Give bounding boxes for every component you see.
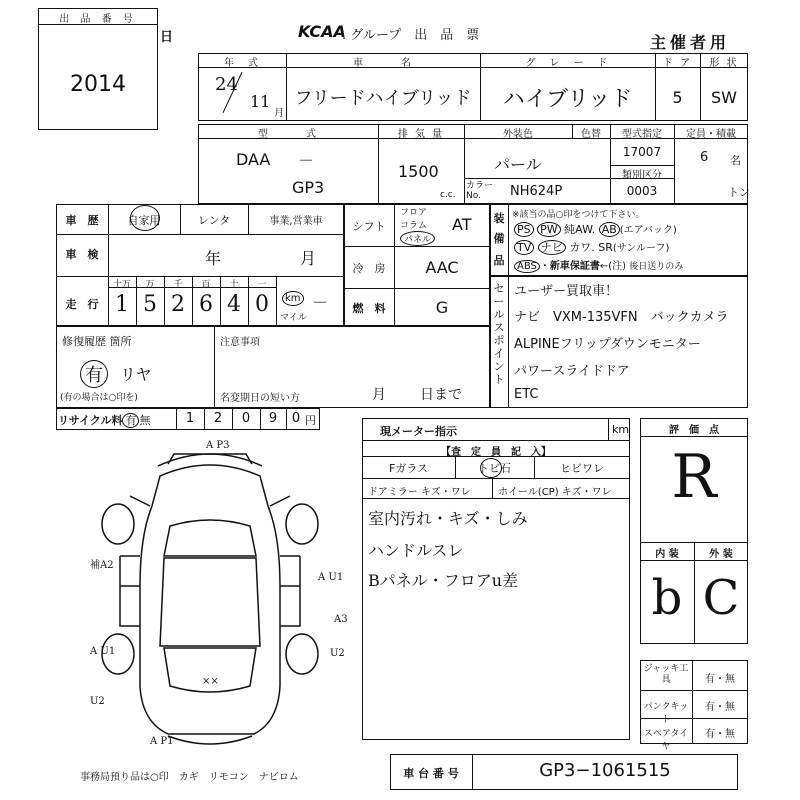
- color-no: NH624P: [510, 184, 563, 199]
- history-business: 事業,営業車: [269, 216, 323, 227]
- lot-label: 出 品 番 号: [59, 14, 137, 25]
- caution-label: 注意事項: [220, 337, 260, 348]
- glass-label: Fガラス: [389, 462, 428, 475]
- repair-label: 修復履歴 箇所: [62, 335, 132, 348]
- repair-sub: (有の場合は○印を): [60, 393, 138, 403]
- recycle-digit-0: 1: [185, 411, 195, 426]
- grade-label: グ レ ー ド: [525, 58, 610, 69]
- mileage-mile: マイル: [280, 313, 307, 323]
- model-value: GP3: [292, 178, 325, 197]
- mark-left-rear: U2: [90, 696, 105, 707]
- mileage-digit-2: 2: [171, 292, 185, 317]
- spare-label: スペアタイヤ: [643, 729, 689, 752]
- recycle-label-row: リサイクル料 有 無: [58, 414, 151, 427]
- mileage-digit-1: 5: [143, 292, 157, 317]
- mileage-km: km: [282, 291, 304, 306]
- grade-value: ハイブリッド: [502, 87, 633, 112]
- shift-value: AT: [452, 215, 472, 234]
- cap-value: 6: [700, 150, 709, 165]
- exterior-label: 外 装: [709, 549, 733, 560]
- fuel-label: 燃 料: [352, 302, 386, 315]
- car-name: フリードハイブリッド: [294, 88, 472, 109]
- color-value: パール: [494, 155, 542, 174]
- month-unit: 月: [274, 108, 284, 119]
- equip-row3: ABS ・新車保証書←(注) 後日送りのみ: [514, 257, 683, 272]
- color-label: 外装色: [503, 129, 533, 140]
- mark-right-mid: A3: [334, 614, 348, 625]
- lot-day-char: 日: [160, 30, 174, 45]
- history-rental: レンタ: [197, 214, 231, 227]
- lot-number-box: [38, 8, 158, 130]
- logo: KCAA: [298, 22, 346, 41]
- mileage-label: 走 行: [65, 298, 99, 311]
- spare-value: 有・無: [705, 729, 735, 740]
- sales-line-4: ETC: [514, 387, 539, 402]
- model-label: 型 式: [258, 129, 318, 140]
- ac-label: 冷 房: [352, 262, 386, 275]
- wheel-row: ホイール(CP) キズ・ワレ: [498, 487, 612, 498]
- equip-label-1: 備: [493, 232, 505, 245]
- sales-line-0: ユーザー買取車！: [514, 284, 619, 299]
- door-label: ド ア: [662, 58, 693, 69]
- shape-value: SW: [711, 88, 737, 107]
- equip-row1: PS PW 純AW. AB (エアバック): [514, 221, 677, 237]
- sponsor-label: 主催者用: [650, 33, 731, 52]
- inspector-note-0: 室内汚れ・キズ・しみ: [368, 509, 528, 528]
- inspection-label: 車 検: [65, 248, 99, 261]
- sales-line-2: ALPINEフリップダウンモニター: [514, 337, 701, 352]
- mirror-row: ドアミラー キズ・ワレ: [368, 487, 471, 498]
- mileage-suffix: －: [312, 293, 329, 312]
- year-label: 年 式: [224, 58, 260, 69]
- recycle-unit: 円: [305, 414, 316, 427]
- puncture-label: パンクキット: [643, 702, 689, 725]
- repaint-label: 色替: [581, 129, 601, 140]
- fuel-value: G: [435, 298, 449, 317]
- color-no-label: カラー No.: [466, 181, 494, 201]
- history-label: 車 歴: [65, 214, 99, 227]
- caution-short-label: 名変期日の短い方: [220, 393, 300, 404]
- mileage-digit-5: 0: [255, 292, 269, 317]
- shift-column: コラム: [400, 221, 427, 231]
- mark-left-upper: 補A2: [90, 560, 114, 571]
- inspector-label: 【査 定 員 記 入】: [441, 447, 551, 458]
- shape-label: 形 状: [709, 58, 739, 69]
- shift-panel: パネル: [400, 231, 435, 246]
- recycle-digit-1: 2: [213, 411, 223, 426]
- crack-label: ヒビワレ: [560, 462, 604, 475]
- type-label: 型式指定: [622, 129, 662, 140]
- car-diagram: [90, 436, 358, 752]
- mark-top: A P3: [206, 440, 230, 451]
- equip-note: ※該当の品○印をつけて下さい。: [512, 210, 645, 220]
- mileage-unit-1: 万: [145, 280, 155, 290]
- sheet-title: . グループ 出 品 票: [342, 28, 480, 43]
- mark-center: ××: [202, 676, 219, 687]
- name-label: 車 名: [353, 58, 413, 69]
- cap-unit: 名: [730, 154, 741, 167]
- disp-unit: c.c.: [440, 190, 456, 200]
- repair-value: 有: [80, 360, 108, 388]
- mileage-unit-2: 千: [173, 280, 183, 290]
- chassis-value: GP3−1061515: [539, 760, 671, 781]
- mileage-unit-3: 百: [201, 280, 211, 290]
- mark-left-lower: A U1: [90, 646, 116, 657]
- cap-label: 定員・積載: [686, 129, 736, 140]
- disp-value: 1500: [398, 162, 439, 181]
- inspector-note-2: Bパネル・フロアu差: [368, 571, 519, 590]
- shift-floor: フロア: [400, 208, 428, 218]
- model-prefix: DAA: [236, 150, 271, 169]
- mileage-unit-0: 十万: [112, 280, 131, 290]
- tobi-label: トビ石: [478, 462, 511, 475]
- mileage-digit-0: 1: [115, 292, 129, 317]
- recycle-digit-3: 9: [268, 411, 278, 426]
- inspection-year-unit: 年: [205, 249, 222, 268]
- class-label: 類別区分: [622, 170, 662, 181]
- recycle-digit-4: 0: [291, 411, 301, 426]
- jack-value: 有・無: [705, 674, 735, 685]
- exterior-grade: C: [702, 570, 740, 626]
- mark-bottom: A P1: [150, 736, 174, 747]
- caution-day: 日まで: [420, 387, 462, 403]
- interior-label: 内 装: [655, 549, 679, 560]
- door-value: 5: [672, 88, 683, 107]
- repair-note: リヤ: [120, 365, 152, 384]
- equip-row2: TV ナビ カワ. SR(サンルーフ): [514, 239, 669, 255]
- month-value: 11: [250, 92, 271, 111]
- year-value: 24: [215, 74, 238, 95]
- lot-number: 2014: [70, 72, 126, 97]
- mileage-unit-4: 十: [229, 280, 239, 290]
- type-value: 17007: [622, 145, 662, 159]
- chassis-label: 車 台 番 号: [403, 767, 459, 780]
- mark-right-lower: U2: [330, 648, 345, 659]
- shift-label: シフト: [352, 220, 386, 233]
- puncture-value: 有・無: [705, 702, 735, 713]
- equip-label-2: 品: [493, 254, 505, 267]
- history-own-use: 自家用: [127, 214, 161, 227]
- model-dash: －: [298, 151, 315, 170]
- class-value: 0003: [626, 184, 658, 198]
- meter-label: 現メーター指示: [380, 425, 457, 438]
- mileage-digit-3: 6: [199, 292, 213, 317]
- ac-value: AAC: [425, 258, 459, 277]
- recycle-digit-2: 0: [241, 411, 251, 426]
- jack-label: ジャッキ工具: [643, 664, 689, 685]
- caution-month: 月: [372, 387, 386, 403]
- interior-grade: b: [651, 570, 683, 626]
- meter-unit: km: [612, 423, 630, 436]
- sales-label: セールスポイント: [493, 282, 505, 386]
- disp-label: 排 気 量: [397, 129, 445, 140]
- mileage-unit-5: 一: [257, 280, 267, 290]
- ton-unit: トン: [728, 186, 750, 199]
- inspection-month-unit: 月: [300, 249, 317, 268]
- equip-label-0: 装: [493, 212, 505, 225]
- inspector-note-1: ハンドルスレ: [368, 541, 464, 560]
- score-label: 評 価 点: [669, 425, 719, 436]
- sales-line-3: パワースライドドア: [514, 364, 630, 379]
- mark-right-upper: A U1: [318, 572, 344, 583]
- mileage-digit-4: 4: [227, 292, 241, 317]
- footer-office: 事務局預り品は○印 カギ リモコン ナビロム: [80, 772, 299, 783]
- score-value: R: [671, 442, 717, 512]
- sales-line-1: ナビ VXM-135VFN バックカメラ: [514, 310, 729, 325]
